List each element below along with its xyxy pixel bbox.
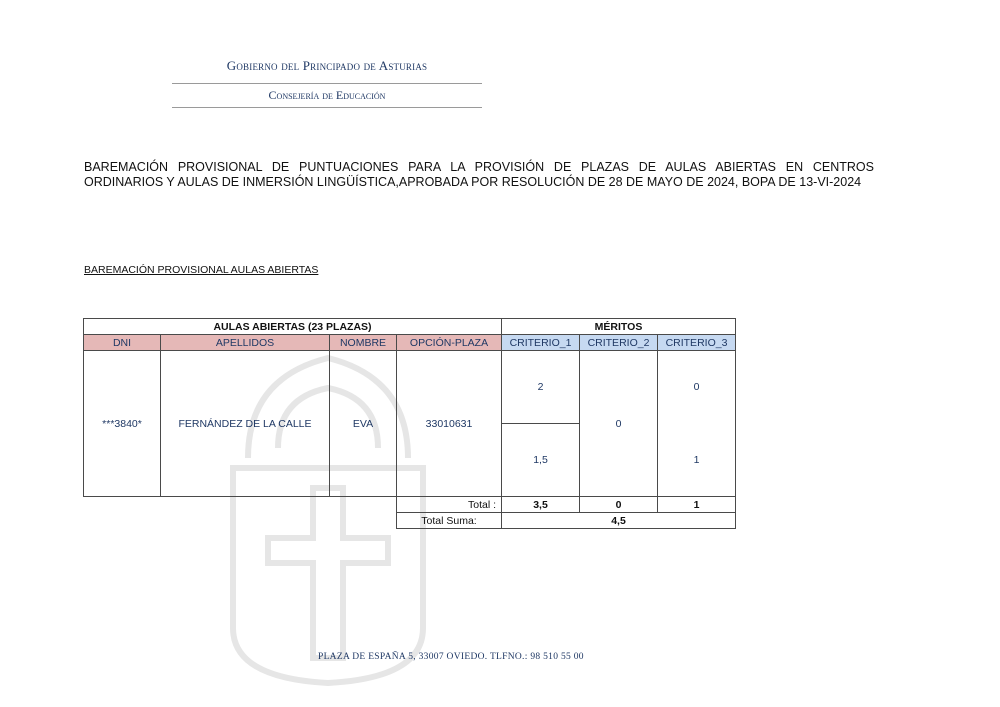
total-criterio-2: 0 bbox=[580, 497, 658, 513]
document-title: BAREMACIÓN PROVISIONAL DE PUNTUACIONES PARA LA PROVISIÓN DE PLAZAS DE AULAS ABIERTAS EN CENTROS ORDINARIOS Y AULAS DE INMERSIÓN LINGÜÍSTICA,APROBADA POR RESOLUCIÓN DE 28 DE MAYO DE 2024, BOPA DE 13-VI-2024 bbox=[84, 160, 874, 189]
column-header-dni: DNI bbox=[84, 335, 161, 351]
cell-criterio-3-a: 0 bbox=[658, 351, 736, 424]
section-subtitle: BAREMACIÓN PROVISIONAL AULAS ABIERTAS bbox=[84, 264, 319, 276]
cell-opcion-plaza: 33010631 bbox=[397, 351, 502, 497]
cell-criterio-3-b: 1 bbox=[658, 424, 736, 497]
cell-apellidos: FERNÁNDEZ DE LA CALLE bbox=[161, 351, 330, 497]
cell-nombre: EVA bbox=[330, 351, 397, 497]
column-header-criterio-1: CRITERIO_1 bbox=[502, 335, 580, 351]
baremacion-table bbox=[83, 318, 736, 529]
total-criterio-3: 1 bbox=[658, 497, 736, 513]
column-header-apellidos: APELLIDOS bbox=[161, 335, 330, 351]
column-header-criterio-2: CRITERIO_2 bbox=[580, 335, 658, 351]
total-suma-label: Total Suma: bbox=[397, 513, 502, 529]
cell-criterio-1-a: 2 bbox=[502, 351, 580, 424]
consejeria-title: Consejería de Educación bbox=[172, 84, 482, 108]
group-header-meritos: MÉRITOS bbox=[502, 319, 736, 335]
column-header-nombre: NOMBRE bbox=[330, 335, 397, 351]
cell-criterio-2: 0 bbox=[580, 351, 658, 497]
cell-criterio-1-b: 1,5 bbox=[502, 424, 580, 497]
gobierno-title: Gobierno del Principado de Asturias bbox=[172, 58, 482, 84]
total-criterio-1: 3,5 bbox=[502, 497, 580, 513]
letterhead bbox=[172, 58, 482, 108]
cell-dni: ***3840* bbox=[84, 351, 161, 497]
total-label: Total : bbox=[397, 497, 502, 513]
total-suma-value: 4,5 bbox=[502, 513, 736, 529]
column-header-opcion-plaza: OPCIÓN-PLAZA bbox=[397, 335, 502, 351]
column-header-criterio-3: CRITERIO_3 bbox=[658, 335, 736, 351]
footer-address: PLAZA DE ESPAÑA 5, 33007 OVIEDO. TLFNO.: 98 510 55 00 bbox=[318, 652, 584, 662]
group-header-aulas: AULAS ABIERTAS (23 PLAZAS) bbox=[84, 319, 502, 335]
